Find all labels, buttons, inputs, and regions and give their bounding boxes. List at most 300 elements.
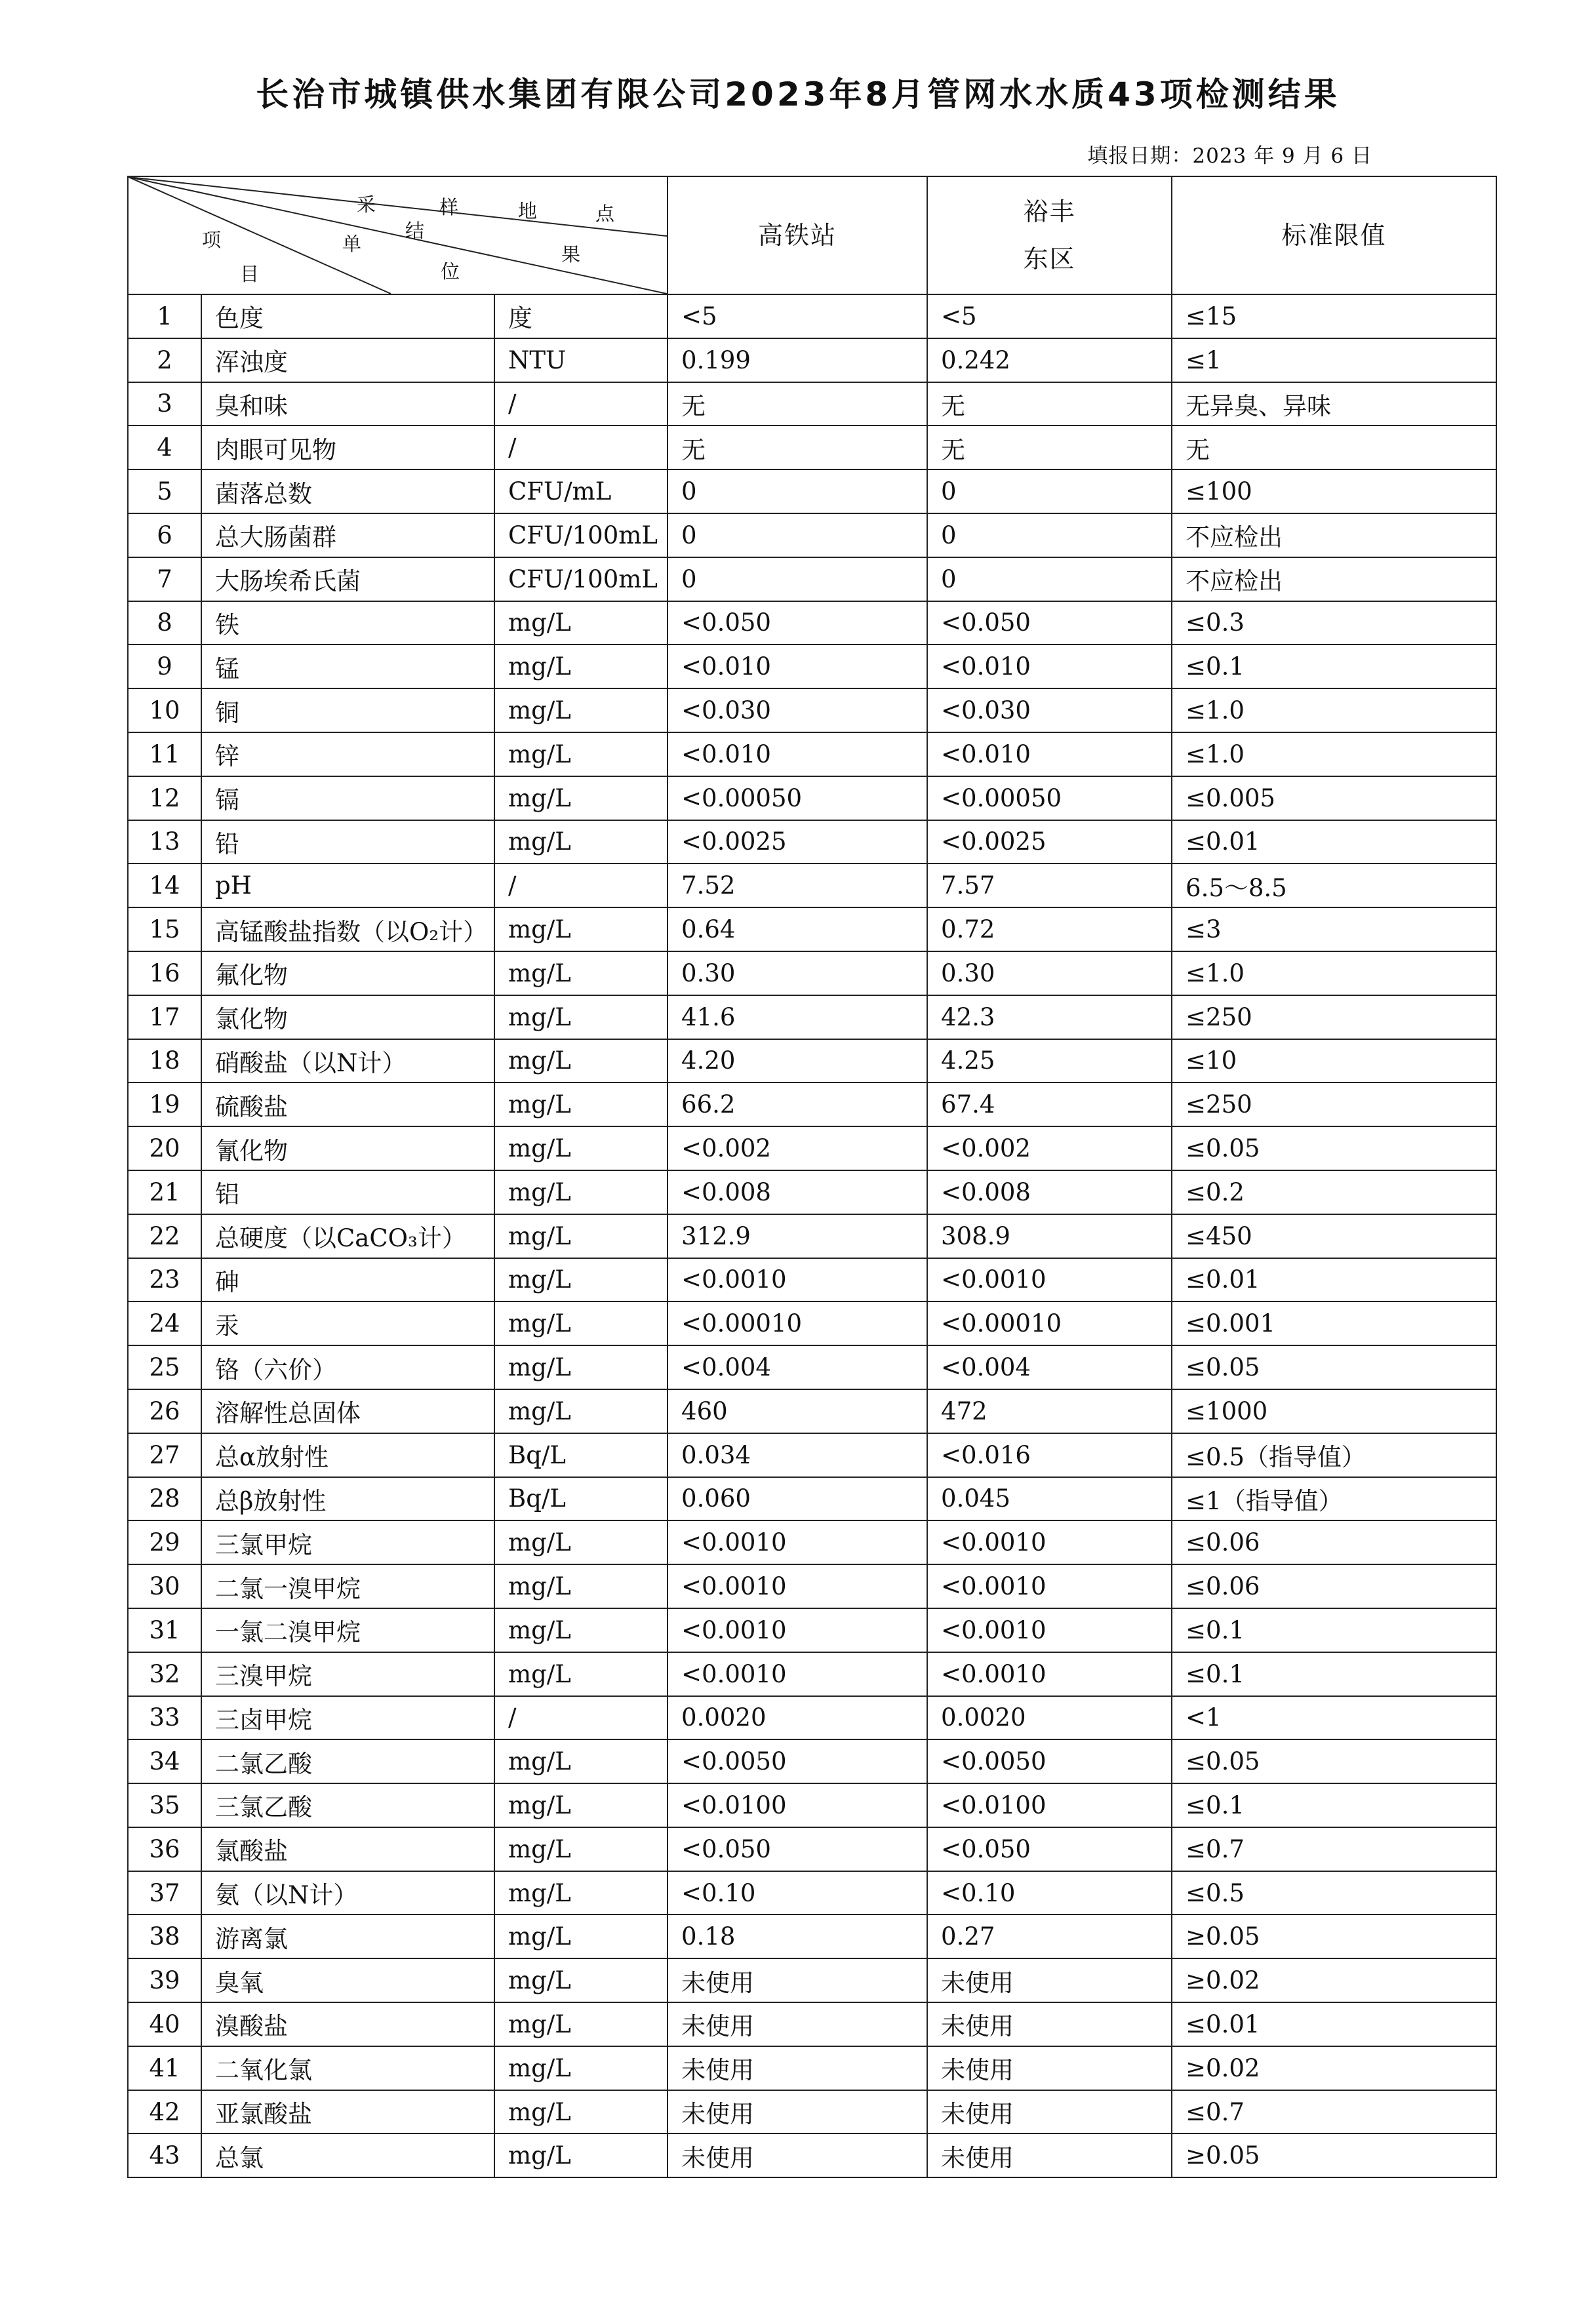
unit: mg/L [494, 1958, 668, 2002]
row-number: 16 [128, 951, 201, 995]
unit: / [494, 1696, 668, 1740]
table-row [128, 1345, 1496, 1389]
row-number: 33 [128, 1696, 201, 1740]
item-name: 氯化物 [201, 995, 494, 1039]
unit: mg/L [494, 2090, 668, 2134]
site1-value: <0.0100 [668, 1783, 927, 1827]
item-name: 氟化物 [201, 951, 494, 995]
row-number: 27 [128, 1433, 201, 1477]
corner-label-sampling-4: 点 [595, 203, 615, 225]
standard-limit: ≤0.05 [1172, 1126, 1496, 1170]
unit: mg/L [494, 820, 668, 864]
table-row [128, 469, 1496, 513]
corner-label-unit-2: 位 [441, 260, 460, 283]
unit: / [494, 863, 668, 907]
table-row [128, 1652, 1496, 1696]
corner-label-result-1: 结 [405, 220, 425, 242]
standard-limit: ≤10 [1172, 1039, 1496, 1083]
site2-value: <0.030 [927, 688, 1172, 732]
row-number: 26 [128, 1389, 201, 1433]
item-name: 一氯二溴甲烷 [201, 1608, 494, 1652]
site2-value: <0.0010 [927, 1564, 1172, 1608]
site2-value: <0.004 [927, 1345, 1172, 1389]
standard-limit: ≥0.02 [1172, 1958, 1496, 2002]
corner-label-item-1: 项 [202, 229, 222, 251]
row-number: 5 [128, 469, 201, 513]
row-number: 2 [128, 338, 201, 382]
item-name: 大肠埃希氏菌 [201, 557, 494, 601]
table-row [128, 382, 1496, 426]
table-row [128, 1564, 1496, 1608]
row-number: 13 [128, 820, 201, 864]
site2-value: 4.25 [927, 1039, 1172, 1083]
row-number: 42 [128, 2090, 201, 2134]
row-number: 34 [128, 1739, 201, 1783]
standard-limit: ≤0.06 [1172, 1564, 1496, 1608]
unit: mg/L [494, 1039, 668, 1083]
row-number: 31 [128, 1608, 201, 1652]
item-name: 肉眼可见物 [201, 426, 494, 469]
site2-value: <0.0010 [927, 1520, 1172, 1564]
table-row [128, 601, 1496, 645]
unit: mg/L [494, 1520, 668, 1564]
corner-label-sampling-2: 样 [439, 196, 459, 218]
table-row [128, 1214, 1496, 1258]
site1-value: 未使用 [668, 2002, 927, 2046]
site2-value: 308.9 [927, 1214, 1172, 1258]
unit: 度 [494, 294, 668, 338]
standard-limit: ≤0.06 [1172, 1520, 1496, 1564]
site1-value: 无 [668, 426, 927, 469]
item-name: 三溴甲烷 [201, 1652, 494, 1696]
site1-value: 0 [668, 513, 927, 557]
standard-limit: ≤0.2 [1172, 1170, 1496, 1214]
site2-value: 0.045 [927, 1477, 1172, 1521]
table-row [128, 2002, 1496, 2046]
site2-value: 未使用 [927, 1958, 1172, 2002]
standard-limit: ≤250 [1172, 1082, 1496, 1126]
row-number: 15 [128, 907, 201, 951]
standard-header [1172, 176, 1496, 294]
item-name: 游离氯 [201, 1914, 494, 1958]
unit: mg/L [494, 776, 668, 820]
standard-limit: ≤0.7 [1172, 1827, 1496, 1871]
unit: mg/L [494, 2133, 668, 2177]
site2-value: 未使用 [927, 2133, 1172, 2177]
standard-limit: ≤0.1 [1172, 644, 1496, 688]
unit: Bq/L [494, 1477, 668, 1521]
table-row [128, 1914, 1496, 1958]
row-number: 12 [128, 776, 201, 820]
item-name: 锰 [201, 644, 494, 688]
site2-value: <0.008 [927, 1170, 1172, 1214]
table-row [128, 338, 1496, 382]
table-row [128, 732, 1496, 776]
site2-value: <0.050 [927, 601, 1172, 645]
item-name: 硫酸盐 [201, 1082, 494, 1126]
site1-value: 0.034 [668, 1433, 927, 1477]
site2-value: 未使用 [927, 2046, 1172, 2090]
table-row [128, 1827, 1496, 1871]
site1-value: 0 [668, 469, 927, 513]
row-number: 21 [128, 1170, 201, 1214]
table-row [128, 644, 1496, 688]
standard-limit: ≥0.05 [1172, 1914, 1496, 1958]
site1-value: 66.2 [668, 1082, 927, 1126]
item-name: 臭氧 [201, 1958, 494, 2002]
unit: mg/L [494, 1301, 668, 1345]
standard-limit: <1 [1172, 1696, 1496, 1740]
unit: mg/L [494, 1652, 668, 1696]
table-row [128, 513, 1496, 557]
site2-value: 0 [927, 513, 1172, 557]
table-row [128, 1871, 1496, 1915]
unit: mg/L [494, 2046, 668, 2090]
unit: mg/L [494, 951, 668, 995]
row-number: 8 [128, 601, 201, 645]
item-name: 镉 [201, 776, 494, 820]
site2-value: 未使用 [927, 2002, 1172, 2046]
site2-value: 0.72 [927, 907, 1172, 951]
site2-value: 0 [927, 557, 1172, 601]
site1-value: <0.0010 [668, 1258, 927, 1302]
site1-value: <0.0025 [668, 820, 927, 864]
unit: Bq/L [494, 1433, 668, 1477]
site1-value: 未使用 [668, 2046, 927, 2090]
site1-header [668, 176, 927, 294]
site2-value: 0.0020 [927, 1696, 1172, 1740]
site2-value: <0.0100 [927, 1783, 1172, 1827]
site2-value: <0.0010 [927, 1652, 1172, 1696]
standard-limit: ≤0.1 [1172, 1652, 1496, 1696]
unit: CFU/100mL [494, 513, 668, 557]
site2-value: 472 [927, 1389, 1172, 1433]
site2-value: 无 [927, 382, 1172, 426]
standard-limit: 不应检出 [1172, 513, 1496, 557]
table-row [128, 863, 1496, 907]
table-row [128, 1477, 1496, 1521]
table-row [128, 1958, 1496, 2002]
table-row [128, 1258, 1496, 1302]
item-name: 二氯一溴甲烷 [201, 1564, 494, 1608]
site1-value: 未使用 [668, 2133, 927, 2177]
item-name: 铁 [201, 601, 494, 645]
site1-value: 0 [668, 557, 927, 601]
standard-limit: ≤0.05 [1172, 1345, 1496, 1389]
table-header-row [128, 176, 1496, 294]
fill-date: 填报日期：2023 年 9 月 6 日 [1087, 144, 1372, 168]
site2-value: 0 [927, 469, 1172, 513]
standard-limit: ≤0.3 [1172, 601, 1496, 645]
unit: / [494, 426, 668, 469]
site1-value: <0.050 [668, 1827, 927, 1871]
item-name: 总α放射性 [201, 1433, 494, 1477]
table-row [128, 820, 1496, 864]
item-name: 铝 [201, 1170, 494, 1214]
item-name: 铅 [201, 820, 494, 864]
site1-value: 未使用 [668, 1958, 927, 2002]
unit: mg/L [494, 1827, 668, 1871]
site1-value: 0.18 [668, 1914, 927, 1958]
table-row [128, 907, 1496, 951]
site1-value: 未使用 [668, 2090, 927, 2134]
site1-value: <0.10 [668, 1871, 927, 1915]
row-number: 28 [128, 1477, 201, 1521]
table-row [128, 2133, 1496, 2177]
table-row [128, 1696, 1496, 1740]
site2-value: 0.27 [927, 1914, 1172, 1958]
unit: mg/L [494, 1564, 668, 1608]
table-body [128, 294, 1496, 2177]
item-name: 铬（六价） [201, 1345, 494, 1389]
row-number: 39 [128, 1958, 201, 2002]
table-row [128, 426, 1496, 469]
row-number: 23 [128, 1258, 201, 1302]
site2-value: 0.30 [927, 951, 1172, 995]
site1-value: <0.008 [668, 1170, 927, 1214]
row-number: 30 [128, 1564, 201, 1608]
table-row [128, 1170, 1496, 1214]
page-title: 长治市城镇供水集团有限公司2023年8月管网水水质43项检测结果 [256, 75, 1340, 113]
site1-value: <0.0010 [668, 1608, 927, 1652]
site1-value: <0.0010 [668, 1652, 927, 1696]
unit: mg/L [494, 1170, 668, 1214]
row-number: 6 [128, 513, 201, 557]
standard-limit: ≤0.01 [1172, 820, 1496, 864]
unit: mg/L [494, 1914, 668, 1958]
row-number: 43 [128, 2133, 201, 2177]
item-name: 砷 [201, 1258, 494, 1302]
unit: mg/L [494, 2002, 668, 2046]
site2-value: <0.0010 [927, 1608, 1172, 1652]
standard-limit: ≤3 [1172, 907, 1496, 951]
site2-value: <0.010 [927, 732, 1172, 776]
item-name: 氨（以N计） [201, 1871, 494, 1915]
item-name: pH [201, 863, 494, 907]
unit: mg/L [494, 1783, 668, 1827]
standard-limit: ≤0.1 [1172, 1783, 1496, 1827]
unit: / [494, 382, 668, 426]
standard-limit: ≤100 [1172, 469, 1496, 513]
row-number: 7 [128, 557, 201, 601]
unit: mg/L [494, 1608, 668, 1652]
unit: mg/L [494, 1214, 668, 1258]
item-name: 溶解性总固体 [201, 1389, 494, 1433]
standard-limit: 无 [1172, 426, 1496, 469]
unit: mg/L [494, 1126, 668, 1170]
standard-limit: ≤0.01 [1172, 1258, 1496, 1302]
standard-limit: ≤15 [1172, 294, 1496, 338]
item-name: 臭和味 [201, 382, 494, 426]
table-row [128, 1039, 1496, 1083]
unit: mg/L [494, 1345, 668, 1389]
row-number: 19 [128, 1082, 201, 1126]
standard-limit: ≤0.05 [1172, 1739, 1496, 1783]
standard-limit: ≤1.0 [1172, 732, 1496, 776]
unit: mg/L [494, 1258, 668, 1302]
corner-label-item-2: 目 [240, 263, 260, 285]
site2-header [927, 176, 1172, 294]
site2-name-line1: 裕丰 [1023, 197, 1076, 226]
unit: mg/L [494, 601, 668, 645]
standard-limit: ≤0.01 [1172, 2002, 1496, 2046]
standard-limit: ≤1000 [1172, 1389, 1496, 1433]
corner-label-sampling-3: 地 [518, 200, 538, 222]
site2-name-line2: 东区 [1023, 245, 1076, 273]
item-name: 总大肠菌群 [201, 513, 494, 557]
site2-value: 0.242 [927, 338, 1172, 382]
unit: NTU [494, 338, 668, 382]
site2-value: 42.3 [927, 995, 1172, 1039]
row-number: 37 [128, 1871, 201, 1915]
row-number: 3 [128, 382, 201, 426]
site1-value: <0.0050 [668, 1739, 927, 1783]
unit: mg/L [494, 1739, 668, 1783]
item-name: 色度 [201, 294, 494, 338]
site1-value: <0.00050 [668, 776, 927, 820]
row-number: 22 [128, 1214, 201, 1258]
site1-value: 无 [668, 382, 927, 426]
site2-value: <0.0025 [927, 820, 1172, 864]
site1-value: 0.64 [668, 907, 927, 951]
item-name: 三氯乙酸 [201, 1783, 494, 1827]
site2-value: <5 [927, 294, 1172, 338]
site1-value: <0.010 [668, 732, 927, 776]
row-number: 1 [128, 294, 201, 338]
site2-value: <0.00050 [927, 776, 1172, 820]
standard-limit: ≥0.02 [1172, 2046, 1496, 2090]
standard-limit: ≥0.05 [1172, 2133, 1496, 2177]
corner-label-sampling-1: 采 [357, 193, 376, 216]
standard-limit: 6.5～8.5 [1172, 863, 1496, 907]
unit: mg/L [494, 1082, 668, 1126]
row-number: 10 [128, 688, 201, 732]
site1-value: <0.010 [668, 644, 927, 688]
standard-limit: ≤1.0 [1172, 688, 1496, 732]
item-name: 菌落总数 [201, 469, 494, 513]
table-row [128, 951, 1496, 995]
item-name: 硝酸盐（以N计） [201, 1039, 494, 1083]
row-number: 4 [128, 426, 201, 469]
table-row [128, 1082, 1496, 1126]
row-number: 20 [128, 1126, 201, 1170]
row-number: 38 [128, 1914, 201, 1958]
row-number: 14 [128, 863, 201, 907]
corner-label-result-2: 果 [561, 243, 581, 266]
site2-value: 未使用 [927, 2090, 1172, 2134]
table-row [128, 688, 1496, 732]
standard-label: 标准限值 [1281, 221, 1387, 250]
row-number: 17 [128, 995, 201, 1039]
site1-value: 41.6 [668, 995, 927, 1039]
item-name: 氯酸盐 [201, 1827, 494, 1871]
site2-value: <0.050 [927, 1827, 1172, 1871]
table-row [128, 1433, 1496, 1477]
site2-value: <0.10 [927, 1871, 1172, 1915]
standard-limit: ≤1 [1172, 338, 1496, 382]
site2-value: <0.016 [927, 1433, 1172, 1477]
site1-value: 4.20 [668, 1039, 927, 1083]
row-number: 11 [128, 732, 201, 776]
table-row [128, 1301, 1496, 1345]
row-number: 40 [128, 2002, 201, 2046]
site1-value: 460 [668, 1389, 927, 1433]
table-row [128, 294, 1496, 338]
corner-label-unit-1: 单 [342, 233, 362, 255]
table-row [128, 2046, 1496, 2090]
unit: mg/L [494, 995, 668, 1039]
row-number: 36 [128, 1827, 201, 1871]
site2-value: <0.0050 [927, 1739, 1172, 1783]
site1-value: <0.0010 [668, 1520, 927, 1564]
unit: mg/L [494, 732, 668, 776]
site2-value: 67.4 [927, 1082, 1172, 1126]
unit: mg/L [494, 1389, 668, 1433]
row-number: 32 [128, 1652, 201, 1696]
site1-value: <0.00010 [668, 1301, 927, 1345]
item-name: 汞 [201, 1301, 494, 1345]
site2-value: 无 [927, 426, 1172, 469]
item-name: 亚氯酸盐 [201, 2090, 494, 2134]
item-name: 铜 [201, 688, 494, 732]
site1-value: <0.002 [668, 1126, 927, 1170]
site1-value: 0.199 [668, 338, 927, 382]
site1-value: <0.0010 [668, 1564, 927, 1608]
item-name: 氰化物 [201, 1126, 494, 1170]
standard-limit: ≤250 [1172, 995, 1496, 1039]
site1-value: <0.030 [668, 688, 927, 732]
diagonal-header-cell [128, 176, 668, 294]
item-name: 三卤甲烷 [201, 1696, 494, 1740]
item-name: 三氯甲烷 [201, 1520, 494, 1564]
row-number: 24 [128, 1301, 201, 1345]
site1-value: 0.0020 [668, 1696, 927, 1740]
standard-limit: ≤0.001 [1172, 1301, 1496, 1345]
row-number: 29 [128, 1520, 201, 1564]
row-number: 18 [128, 1039, 201, 1083]
table-row [128, 1739, 1496, 1783]
standard-limit: ≤450 [1172, 1214, 1496, 1258]
standard-limit: ≤0.5（指导值） [1172, 1433, 1496, 1477]
item-name: 总β放射性 [201, 1477, 494, 1521]
row-number: 41 [128, 2046, 201, 2090]
table-row [128, 1126, 1496, 1170]
site1-value: <0.004 [668, 1345, 927, 1389]
item-name: 高锰酸盐指数（以O₂计） [201, 907, 494, 951]
site2-value: <0.010 [927, 644, 1172, 688]
table-row [128, 1783, 1496, 1827]
item-name: 总硬度（以CaCO₃计） [201, 1214, 494, 1258]
standard-limit: ≤0.5 [1172, 1871, 1496, 1915]
row-number: 9 [128, 644, 201, 688]
unit: CFU/100mL [494, 557, 668, 601]
site1-value: 312.9 [668, 1214, 927, 1258]
unit: mg/L [494, 907, 668, 951]
table-row [128, 1520, 1496, 1564]
site1-value: 0.30 [668, 951, 927, 995]
item-name: 二氧化氯 [201, 2046, 494, 2090]
site2-value: <0.0010 [927, 1258, 1172, 1302]
standard-limit: 无异臭、异味 [1172, 382, 1496, 426]
standard-limit: 不应检出 [1172, 557, 1496, 601]
table-row [128, 995, 1496, 1039]
table-row [128, 1389, 1496, 1433]
unit: mg/L [494, 688, 668, 732]
site1-value: 0.060 [668, 1477, 927, 1521]
site1-name: 高铁站 [758, 221, 837, 250]
table-row [128, 776, 1496, 820]
site2-value: <0.002 [927, 1126, 1172, 1170]
